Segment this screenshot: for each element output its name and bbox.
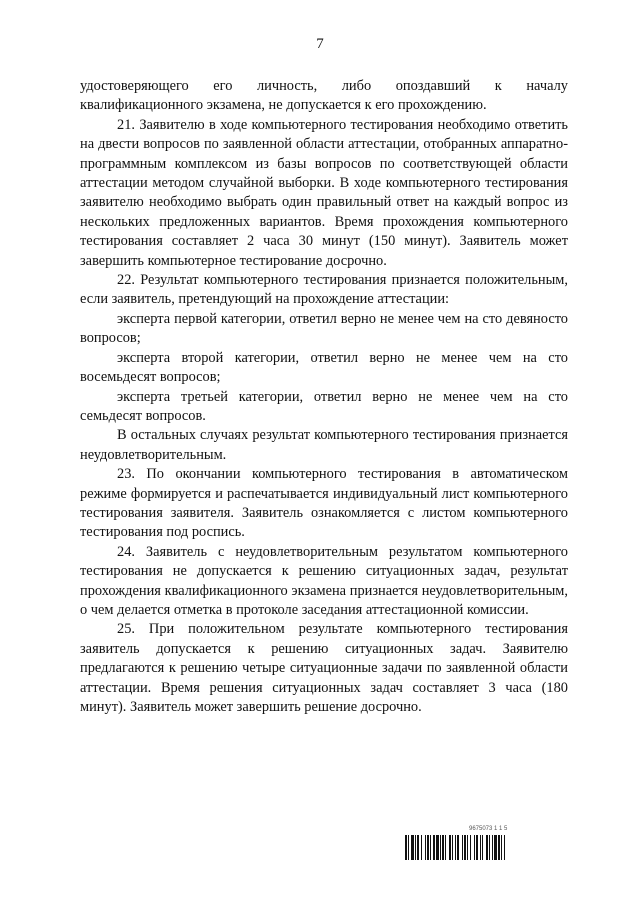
paragraph-21: 21. Заявителю в ходе компьютерного тестирования необходимо ответить на двести вопросов по заявленной области аттестации, отобранных аппаратно-программным комплексом из базы вопросов по соответствующей области аттестации методом случайной выборки. В ходе компьютерного тестирования заявителю необходимо выбрать один правильный ответ на каждый вопрос из нескольких предложенных вариантов. Время прохождения компьютерного тестирования составляет 2 часа 30 минут (150 минут). Заявитель может завершить компьютерное тестирование досрочно.	[80, 116, 568, 269]
paragraph-22-otherwise: В остальных случаях результат компьютерного тестирования признается неудовлетворительным.	[80, 427, 568, 463]
paragraph-25: 25. При положительном результате компьютерного тестирования заявитель допускается к решению ситуационных задач. Заявителю предлагаются к решению четыре ситуационные задачи по заявленной области аттестации. Время решения ситуационных задач составляет 3 часа (180 минут). Заявитель может завершить решение досрочно.	[80, 621, 568, 715]
paragraph-24: 24. Заявитель с неудовлетворительным результатом компьютерного тестирования не допускается к решению ситуационных задач, результат прохождения квалификационного экзамена признается неудовлетворительным, о чем делается отметка в протоколе заседания аттестационной комиссии.	[80, 543, 568, 618]
barcode	[405, 826, 567, 862]
paragraph-22: 22. Результат компьютерного тестирования признается положительным, если заявитель, претендующий на прохождение аттестации:	[80, 272, 568, 308]
paragraph-22-third-category: эксперта третьей категории, ответил верно не менее чем на сто семьдесят вопросов.	[80, 388, 568, 424]
paragraph-continuation: удостоверяющего его личность, либо опоздавший к началу квалификационного экзамена, не допускается к его прохождению.	[80, 78, 568, 114]
paragraph-22-second-category: эксперта второй категории, ответил верно не менее чем на сто восемьдесят вопросов;	[80, 349, 568, 386]
barcode-number: 9675073 1 1 5	[469, 826, 508, 832]
paragraph-23: 23. По окончании компьютерного тестирования в автоматическом режиме формируется и распечатывается индивидуальный лист компьютерного тестирования заявителя. Заявитель ознакомляется с листом компьютерного тестирования под роспись.	[80, 466, 568, 541]
paragraph-22-first-category: эксперта первой категории, ответил верно не менее чем на сто девяносто вопросов;	[80, 310, 568, 347]
barcode-gap	[505, 835, 506, 860]
page-number: 7	[316, 36, 324, 52]
document-body	[80, 77, 568, 717]
barcode-icon	[405, 835, 567, 860]
